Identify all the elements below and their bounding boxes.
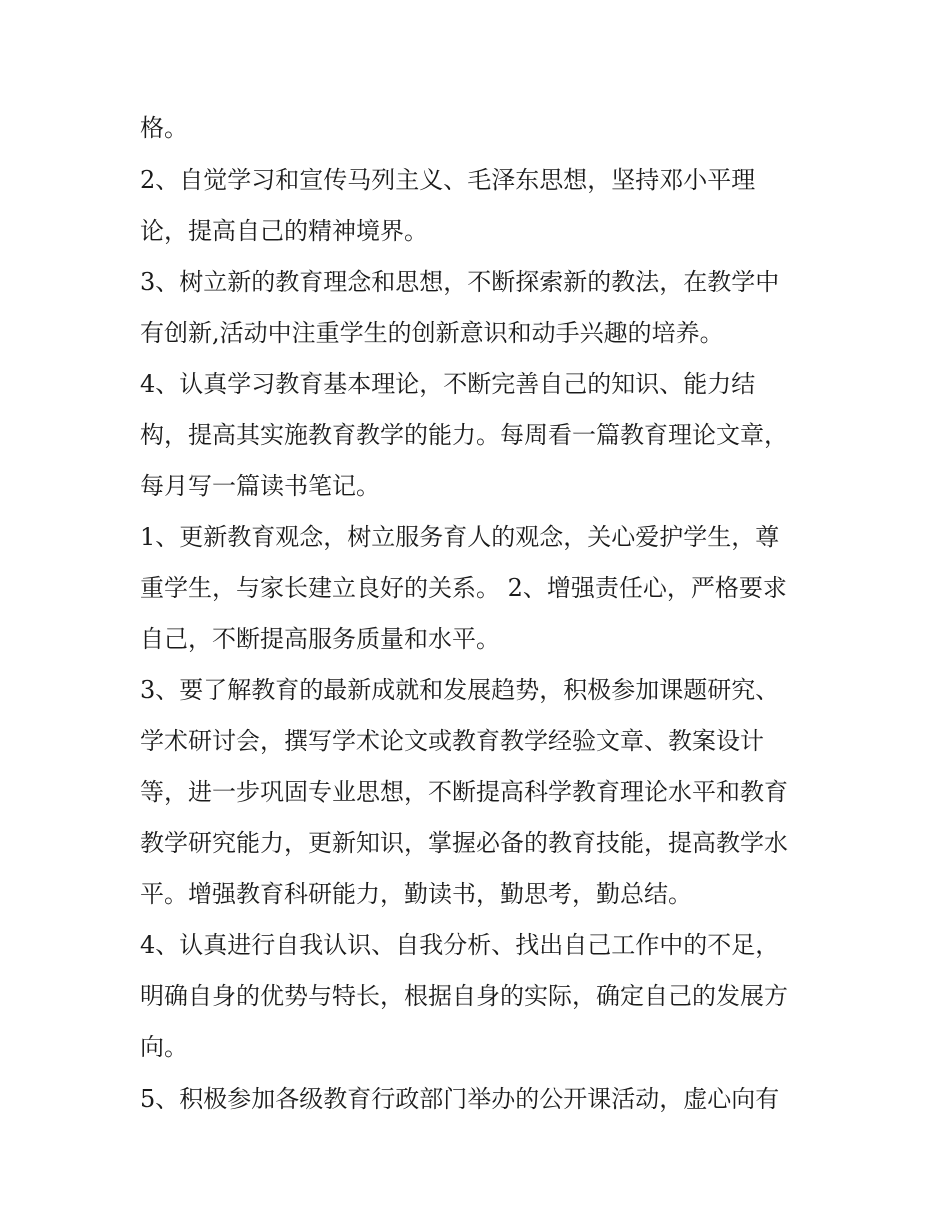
text-line: 1、更新教育观念，树立服务育人的观念，关心爱护学生，尊 — [140, 523, 780, 551]
text-line: 论，提高自己的精神境界。 — [140, 217, 428, 245]
text-line: 5、积极参加各级教育行政部门举办的公开课活动，虚心向有 — [140, 1085, 780, 1113]
text-line: 构，提高其实施教育教学的能力。每周看一篇教育理论文章， — [140, 421, 788, 449]
text-line: 重学生，与家长建立良好的关系。 2、增强责任心，严格要求 — [140, 574, 787, 602]
text-line: 明确自身的优势与特长，根据自身的实际，确定自己的发展方 — [140, 982, 788, 1010]
text-line: 教学研究能力，更新知识，掌握必备的教育技能，提高教学水 — [140, 829, 788, 857]
text-line: 格。 — [140, 114, 188, 142]
text-line: 等，进一步巩固专业思想，不断提高科学教育理论水平和教育 — [140, 778, 788, 806]
text-line: 4、认真学习教育基本理论，不断完善自己的知识、能力结 — [140, 370, 756, 398]
text-line: 2、自觉学习和宣传马列主义、毛泽东思想，坚持邓小平理 — [140, 166, 756, 194]
text-line: 向。 — [140, 1033, 188, 1061]
text-line: 自己，不断提高服务质量和水平。 — [140, 625, 500, 653]
text-line: 3、要了解教育的最新成就和发展趋势，积极参加课题研究、 — [140, 676, 780, 704]
text-line: 有创新,活动中注重学生的创新意识和动手兴趣的培养。 — [140, 319, 724, 347]
text-line: 学术研讨会，撰写学术论文或教育教学经验文章、教案设计 — [140, 727, 764, 755]
text-line: 3、树立新的教育理念和思想，不断探索新的教法，在教学中 — [140, 268, 780, 296]
text-line: 4、认真进行自我认识、自我分析、找出自己工作中的不足， — [140, 931, 780, 959]
text-line: 平。增强教育科研能力，勤读书，勤思考，勤总结。 — [140, 880, 692, 908]
text-line: 每月写一篇读书笔记。 — [140, 472, 380, 500]
